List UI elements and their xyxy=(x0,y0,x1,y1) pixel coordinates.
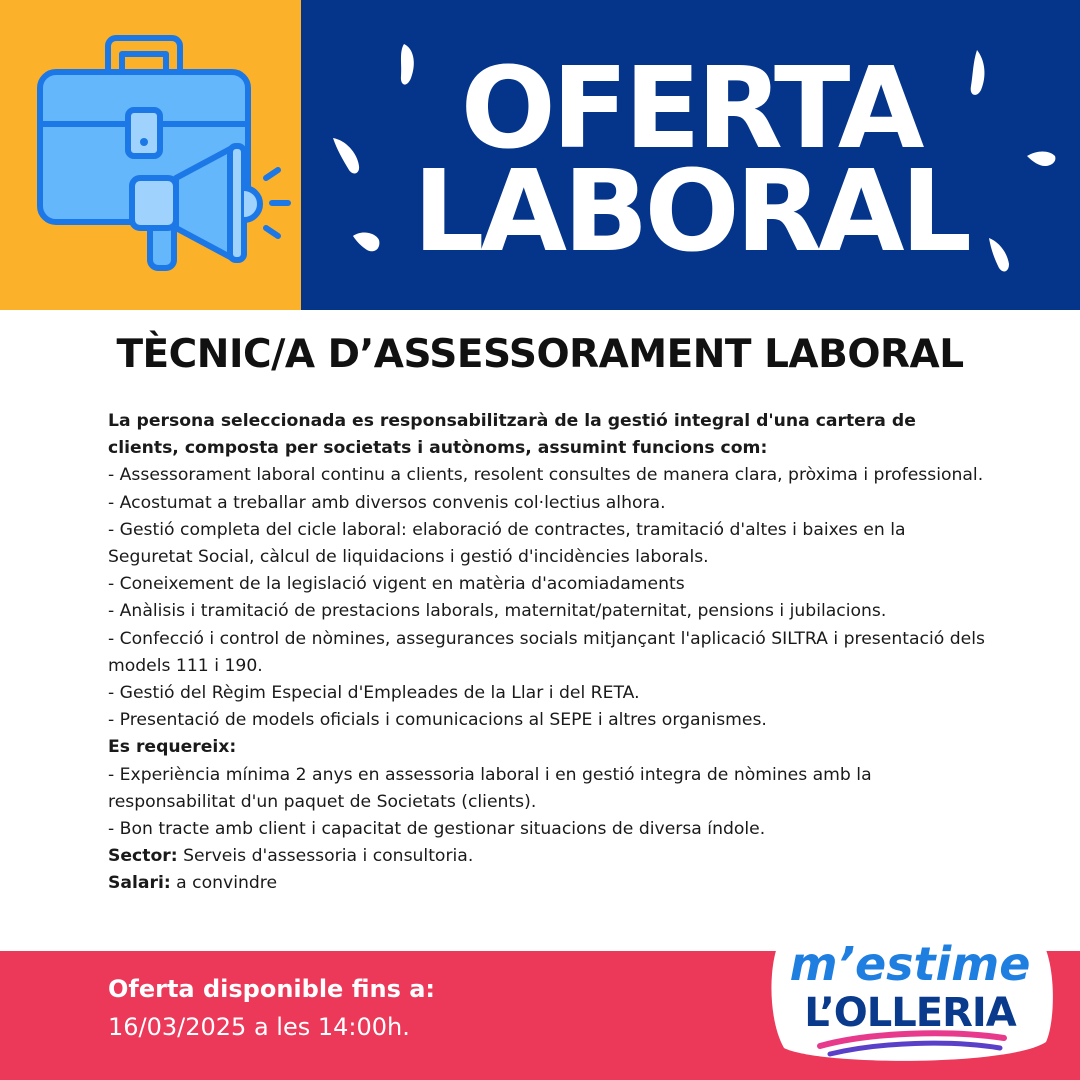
function-item: - Assessorament laboral continu a clients, resolent consultes de manera clara, pròxima i professional. xyxy=(108,465,984,486)
header-title-line1: OFERTA xyxy=(460,44,921,174)
function-item: - Confecció i control de nòmines, assegurances socials mitjançant l'aplicació SILTRA i presentació dels models 111 i 190. xyxy=(108,628,985,676)
header-icon-panel xyxy=(0,0,301,310)
function-item: - Anàlisis i tramitació de prestacions laborals, maternitat/paternitat, pensions i jubilacions. xyxy=(108,601,887,622)
salary-line xyxy=(108,870,988,897)
salary-value: a convindre xyxy=(170,873,278,894)
header-title-panel xyxy=(301,0,1080,310)
intro-text: La persona seleccionada es responsabilitzarà de la gestió integral d'una cartera de clients, composta per societats i autònoms, assumint funcions com: xyxy=(108,411,916,459)
function-item: - Coneixement de la legislació vigent en matèria d'acomiadaments xyxy=(108,574,685,595)
function-item: - Acostumat a treballar amb diversos convenis col·lectius alhora. xyxy=(108,492,666,513)
salary-label: Salari: xyxy=(108,873,171,894)
function-item: - Gestió completa del cicle laboral: elaboració de contractes, tramitació d'altes i baixes en la Seguretat Social, càlcul de liquidacions i gestió d'incidències laborals. xyxy=(108,519,906,568)
offer-deadline-date: 16/03/2025 a les 14:00h. xyxy=(108,1013,410,1041)
requirement-item: - Bon tracte amb client i capacitat de gestionar situacions de diversa índole. xyxy=(108,819,766,840)
requirement-item: - Experiència mínima 2 anys en assessoria laboral i en gestió integra de nòmines amb la responsabilitat d'un paquet de Societats (clients). xyxy=(108,764,872,812)
sector-label: Sector: xyxy=(108,846,178,867)
offer-deadline-label: Oferta disponible fins a: xyxy=(108,975,435,1003)
briefcase-megaphone-icon xyxy=(0,0,301,310)
job-title: TÈCNIC/A D’ASSESSORAMENT LABORAL xyxy=(116,332,964,377)
sector-value: Serveis d'assessoria i consultoria. xyxy=(177,846,474,867)
function-item: - Presentació de models oficials i comunicacions al SEPE i altres organismes. xyxy=(108,710,767,731)
requirements-heading: Es requereix: xyxy=(108,737,237,758)
header-title-line2: LABORAL xyxy=(413,147,968,277)
sector-line xyxy=(108,843,988,870)
function-item: - Gestió del Règim Especial d'Empleades de la Llar i del RETA. xyxy=(108,683,640,704)
mestime-lolleria-logo xyxy=(760,920,1060,1070)
job-description xyxy=(108,408,988,898)
logo-line1: m’estime xyxy=(789,937,1031,991)
logo-line2: L’OLLERIA xyxy=(804,990,1016,1036)
